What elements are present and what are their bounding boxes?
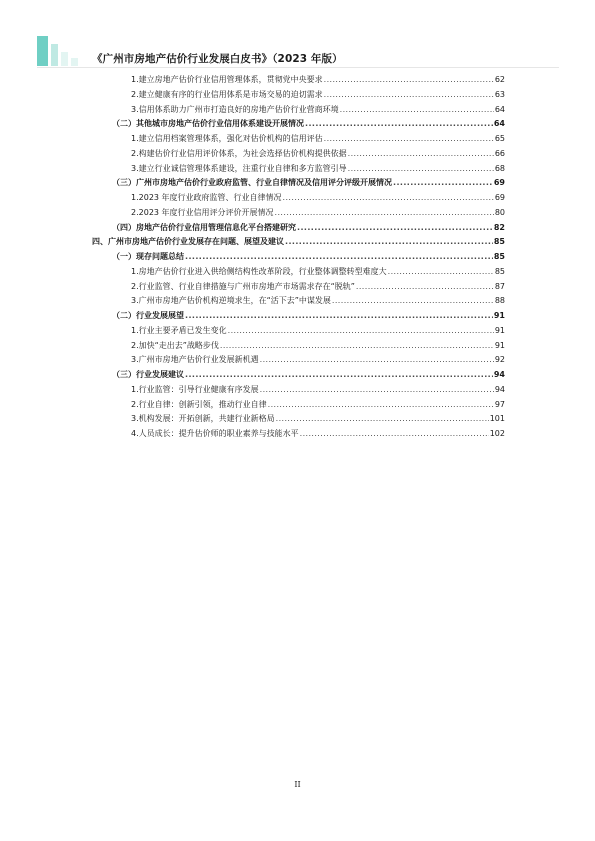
- toc-leader-dots: [332, 296, 494, 306]
- toc-entry-title: 四、广州市房地产估价行业发展存在问题、展望及建议: [92, 237, 284, 247]
- toc-entry[interactable]: [131, 282, 505, 294]
- toc-leader-dots: [220, 341, 494, 351]
- toc-entry-title: 1.房地产估价行业进入供给侧结构性改革阶段，行业整体调整转型难度大: [131, 266, 387, 276]
- toc-entry-page: 94: [494, 384, 505, 394]
- toc-entry[interactable]: [131, 267, 505, 279]
- toc-leader-dots: [300, 429, 489, 439]
- toc-entry[interactable]: [131, 134, 505, 146]
- toc-leader-dots: [228, 326, 494, 336]
- toc-entry[interactable]: [131, 75, 505, 87]
- toc-entry-page: 87: [494, 281, 505, 291]
- toc-entry-page: 82: [493, 222, 505, 232]
- toc-entry-page: 91: [493, 311, 505, 320]
- toc-leader-dots: [393, 178, 493, 188]
- toc-entry[interactable]: [92, 237, 505, 249]
- toc-entry[interactable]: [131, 429, 505, 441]
- toc-entry[interactable]: [131, 193, 505, 205]
- document-title: 《广州市房地产估价行业发展白皮书》（2023 年版）: [92, 53, 343, 65]
- toc-entry-page: 92: [494, 355, 505, 365]
- toc-leader-dots: [348, 164, 494, 174]
- toc-leader-dots: [388, 267, 494, 277]
- toc-entry[interactable]: [131, 355, 505, 367]
- toc-leader-dots: [324, 75, 494, 85]
- header-divider: [37, 67, 559, 68]
- toc-entry-title: 2.行业自律：创新引领，推动行业自律: [131, 399, 267, 409]
- toc-entry[interactable]: [131, 341, 505, 353]
- toc-entry-page: 85: [493, 252, 505, 261]
- toc-entry-page: 62: [494, 75, 505, 84]
- toc-entry-title: 3.广州市房地产估价行业发展新机遇: [131, 355, 259, 365]
- toc-leader-dots: [260, 385, 494, 395]
- toc-leader-dots: [260, 355, 494, 365]
- logo-bar-3: [61, 52, 68, 66]
- toc-entry-title: 3.机构发展：开拓创新，共建行业新格局: [131, 414, 275, 424]
- logo-bar-2: [51, 44, 58, 66]
- toc-entry-page: 94: [493, 370, 505, 379]
- toc-leader-dots: [324, 90, 494, 100]
- toc-entry-page: 91: [494, 325, 505, 335]
- toc-entry-title: 1.建立房地产估价行业信用管理体系，贯彻党中央要求: [131, 75, 323, 84]
- toc-entry[interactable]: [131, 149, 505, 161]
- toc-entry[interactable]: [131, 164, 505, 176]
- logo-bar-1: [37, 36, 48, 66]
- toc-entry[interactable]: [131, 414, 505, 426]
- toc-entry-page: 85: [493, 237, 505, 247]
- toc-entry[interactable]: [131, 326, 505, 338]
- toc-leader-dots: [283, 193, 494, 203]
- toc-entry-title: （二）行业发展展望: [112, 311, 184, 320]
- toc-entry-page: 63: [494, 89, 505, 99]
- toc-entry-title: 3.信用体系助力广州市打造良好的房地产估价行业营商环境: [131, 104, 339, 114]
- toc-entry-page: 69: [494, 193, 505, 202]
- toc-leader-dots: [324, 134, 494, 144]
- toc-entry-title: （三）行业发展建议: [112, 370, 184, 379]
- toc-entry-title: 1.建立信用档案管理体系，强化对估价机构的信用评估: [131, 134, 323, 143]
- toc-entry-title: 2.构建估价行业信用评价体系，为社会选择估价机构提供依据: [131, 148, 347, 158]
- toc-leader-dots: [340, 105, 494, 115]
- logo-bar-4: [71, 58, 78, 66]
- toc-entry-title: 1.2023 年度行业政府监管、行业自律情况: [131, 193, 282, 202]
- toc-entry-page: 88: [494, 296, 505, 306]
- toc-entry[interactable]: [131, 385, 505, 397]
- toc-entry[interactable]: [131, 105, 505, 117]
- toc-entry-title: 1.行业监管：引导行业健康有序发展: [131, 384, 259, 394]
- toc-entry[interactable]: [131, 90, 505, 102]
- toc-leader-dots: [185, 311, 493, 321]
- toc-entry[interactable]: [131, 296, 505, 308]
- toc-entry-page: 64: [493, 119, 505, 129]
- toc-entry-title: 3.建立行业诚信管理体系建设，注重行业自律和多方监管引导: [131, 163, 347, 173]
- toc-leader-dots: [348, 149, 494, 159]
- toc-leader-dots: [285, 237, 493, 247]
- toc-entry-title: 2.建立健康有序的行业信用体系是市场交易的迫切需求: [131, 89, 323, 99]
- toc-entry-page: 102: [489, 429, 505, 438]
- toc-entry[interactable]: [131, 208, 505, 220]
- toc-entry-page: 91: [494, 340, 505, 350]
- report-logo: [37, 36, 85, 66]
- toc-entry[interactable]: [112, 119, 505, 131]
- toc-entry-title: （一）现存问题总结: [112, 252, 184, 261]
- toc-entry-page: 66: [494, 148, 505, 158]
- toc-leader-dots: [297, 223, 493, 233]
- toc-entry-page: 69: [493, 178, 505, 188]
- toc-entry[interactable]: [112, 178, 505, 190]
- toc-entry-page: 97: [494, 399, 505, 409]
- toc-entry-page: 80: [494, 207, 505, 217]
- toc-entry-title: （四）房地产估价行业信用管理信息化平台搭建研究: [112, 222, 296, 232]
- toc-entry-page: 65: [494, 134, 505, 143]
- toc-entry[interactable]: [112, 311, 505, 323]
- toc-entry-title: 2.加快“走出去”战略步伐: [131, 340, 219, 350]
- toc-entry-title: 1.行业主要矛盾已发生变化: [131, 325, 227, 335]
- toc-entry[interactable]: [112, 370, 505, 382]
- toc-entry[interactable]: [112, 223, 505, 235]
- toc-leader-dots: [185, 252, 493, 262]
- toc-entry-title: （三）广州市房地产估价行业政府监管、行业自律情况及信用评分评级开展情况: [112, 178, 392, 188]
- toc-entry-page: 101: [489, 414, 505, 424]
- toc-entry-page: 68: [494, 163, 505, 173]
- page-number: II: [294, 780, 301, 789]
- toc-entry-page: 85: [494, 266, 505, 276]
- toc-leader-dots: [275, 208, 494, 218]
- toc-entry-title: （二）其他城市房地产估价行业信用体系建设开展情况: [112, 119, 304, 129]
- toc-leader-dots: [185, 370, 493, 380]
- toc-entry[interactable]: [112, 252, 505, 264]
- toc-entry[interactable]: [131, 400, 505, 412]
- toc-leader-dots: [305, 119, 493, 129]
- toc-leader-dots: [276, 414, 489, 424]
- toc-entry-title: 4.人员成长：提升估价师的职业素养与技能水平: [131, 429, 299, 438]
- toc-leader-dots: [356, 282, 494, 292]
- toc-entry-page: 64: [494, 104, 505, 114]
- toc-entry-title: 3.广州市房地产估价机构逆境求生，在“活下去”中谋发展: [131, 296, 331, 306]
- toc-leader-dots: [268, 400, 494, 410]
- toc-entry-title: 2.2023 年度行业信用评分评价开展情况: [131, 207, 274, 217]
- toc-entry-title: 2.行业监管、行业自律措施与广州市房地产市场需求存在“脱轨”: [131, 281, 355, 291]
